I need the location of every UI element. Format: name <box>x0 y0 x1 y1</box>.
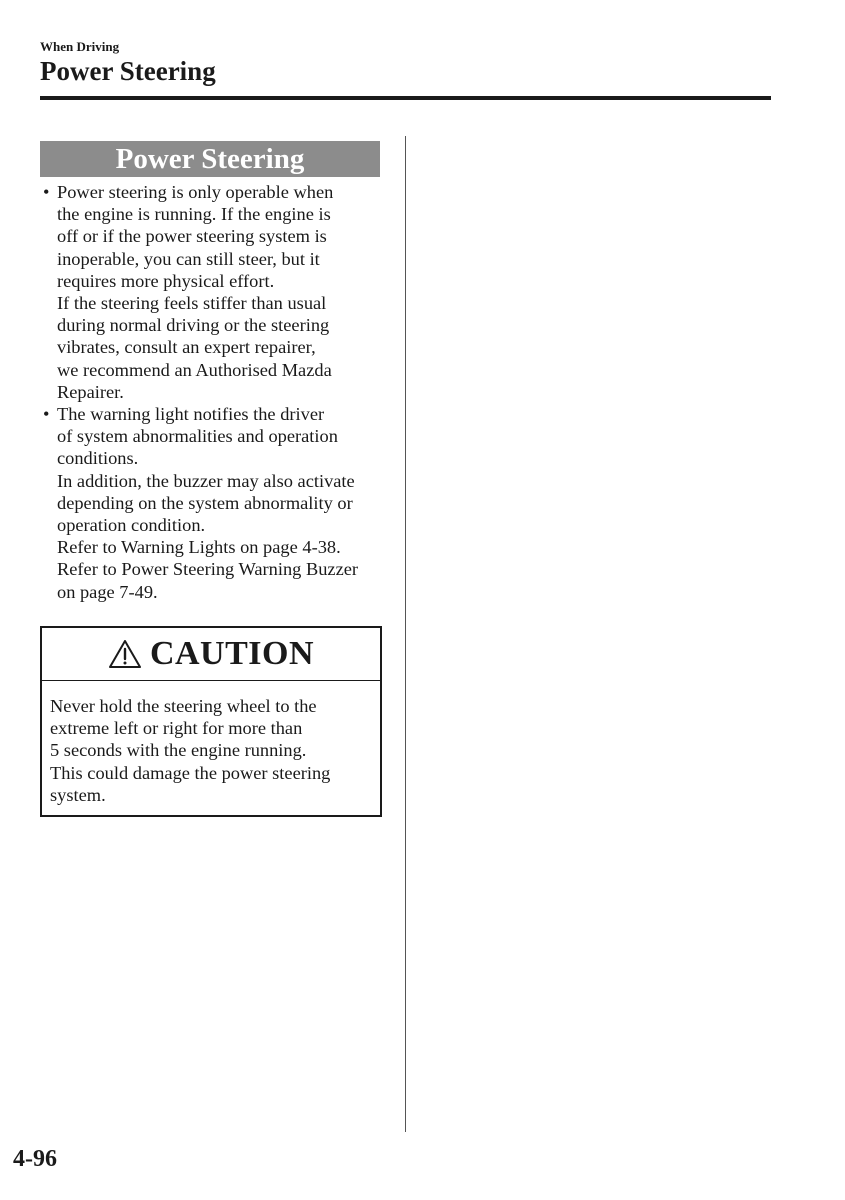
running-header-title: Power Steering <box>40 56 216 86</box>
cross-reference: Refer to Power Steering Warning Buzzer on page 7-49. <box>57 559 359 602</box>
caution-text: Never hold the steering wheel to the extreme left or right for more than 5 seconds with the engine running. This could damage the power steering system. <box>50 696 331 805</box>
list-item <box>40 403 385 603</box>
caution-label: CAUTION <box>149 635 315 672</box>
paragraph: Power steering is only operable when the engine is running. If the engine is off or if the power steering system is inoperable, you can still steer, but it requires more physical effort. <box>57 182 334 291</box>
column-divider <box>405 136 406 1132</box>
warning-triangle-icon <box>108 639 142 669</box>
list-item <box>40 181 385 403</box>
paragraph: In addition, the buzzer may also activate depending on the system abnormality or operation condition. <box>57 470 355 536</box>
cross-reference: Refer to Warning Lights on page 4-38. <box>57 537 341 558</box>
paragraph: If the steering feels stiffer than usual during normal driving or the steering vibrates, consult an expert repairer, we recommend an Authorised Mazda Repairer. <box>57 293 332 402</box>
section-heading: Power Steering <box>40 141 380 177</box>
header-rule <box>40 96 771 100</box>
bullet-list <box>40 181 385 603</box>
running-header-section: When Driving <box>40 39 120 54</box>
caution-box <box>40 626 382 817</box>
caution-header <box>42 628 380 681</box>
paragraph: The warning light notifies the driver of system abnormalities and operation conditions. <box>57 404 338 469</box>
bullet-marker: • <box>43 182 50 202</box>
bullet-marker: • <box>43 404 50 425</box>
page-number: 4-96 <box>13 1146 57 1172</box>
